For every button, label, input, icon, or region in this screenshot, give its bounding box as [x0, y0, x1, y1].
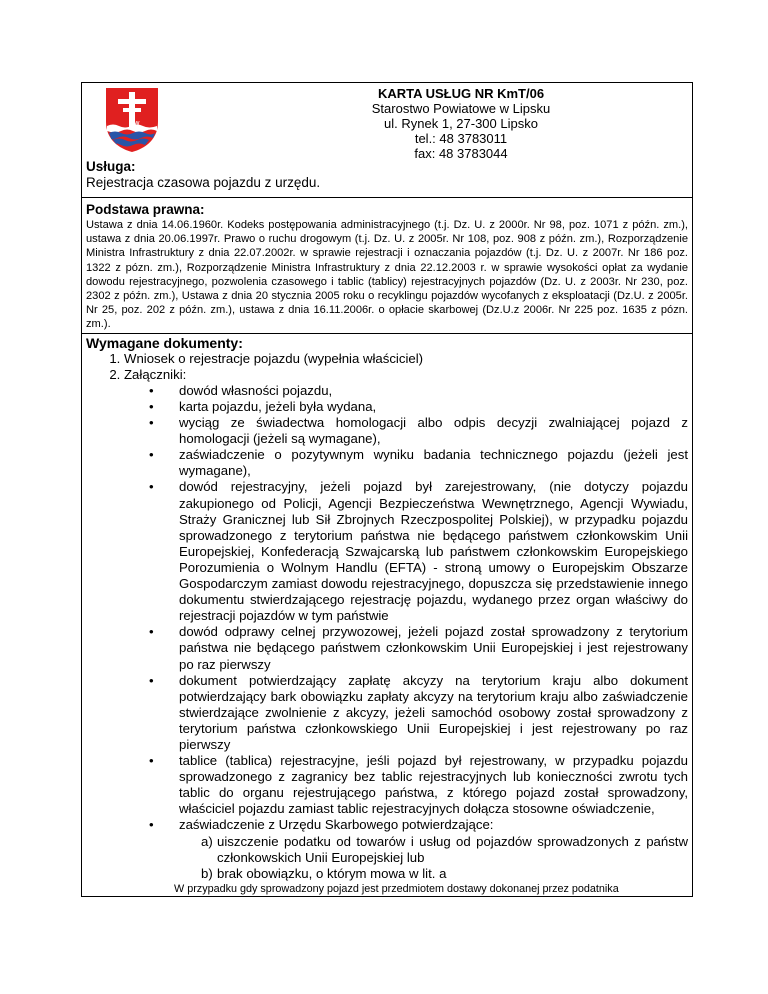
list-item: • zaświadczenie o pozytywnym wyniku badania technicznego pojazdu (jeżeli jest wymagane), — [149, 447, 688, 479]
service-section — [82, 157, 692, 198]
bullet-icon: • — [149, 479, 154, 495]
list-item: • karta pojazdu, jeżeli była wydana, — [149, 399, 377, 414]
attachments-list — [124, 383, 688, 882]
bullet-icon: • — [149, 817, 154, 833]
bullet-icon: • — [149, 753, 154, 769]
list-item: • zaświadczenie z Urzędu Skarbowego potwierdzające: a) uiszczenie podatku od towarów i usług od pojazdów sprowadzonych z państw członkowskich Unii Europejskiej lub b) brak obowiązku, o którym mowa w lit. a — [149, 817, 688, 881]
list-item: • dowód rejestracyjny, jeżeli pojazd był zarejestrowany, (nie dotyczy pojazdu zakupionego od Policji, Agencji Bezpieczeństwa Wewnętrznego, Agencji Wywiadu, Straży Granicznej lub Sił Zbrojnych Rzeczpospolitej Polskiej), w przypadku pojazdu sprowadzonego z terytorium państwa nie będącego państwem członkowskim Unii Europejskiej, Konfederacją Szwajcarską lub państwem członkowskim Europejskiego Porozumienia o Wolnym Handlu (EFTA) - stroną umowy o Europejskim Obszarze Gospodarczym zamiast dowodu rejestracyjnego, dopuszcza się przedstawienie innego dokumentu stwierdzającego rejestrację pojazdu, wydanego przez organ właściwy do rejestracji pojazdów w tym państwie — [149, 479, 688, 624]
bullet-icon: • — [149, 447, 154, 463]
list-item: • dowód odprawy celnej przywozowej, jeżeli pojazd został sprowadzony z terytorium państwa nie będącego państwem członkowskim Unii Europejskiej i jest rejestrowany po raz pierwszy — [149, 624, 688, 672]
document-item-application: 1. Wniosek o rejestracje pojazdu (wypełnia właściciel) — [124, 351, 688, 367]
service-card — [81, 82, 693, 897]
tax-certificate-sublist — [179, 834, 688, 882]
card-header — [82, 83, 692, 161]
list-item: • wyciąg ze świadectwa homologacji albo odpis decyzji zwalniającej pojazd z homologacji (jeżeli są wymagane), — [149, 415, 688, 447]
bullet-icon: • — [149, 382, 154, 398]
sub-item-a: a) uiszczenie podatku od towarów i usług od pojazdów sprowadzonych z państw członkowskich Unii Europejskiej lub — [201, 833, 688, 865]
office-phone: tel.: 48 3783011 — [414, 131, 508, 146]
office-info — [336, 86, 692, 161]
required-documents-label: Wymagane dokumenty: — [86, 334, 243, 351]
service-label: Usługa: — [86, 159, 136, 174]
sub-item-b: b) brak obowiązku, o którym mowa w lit. a — [201, 865, 447, 881]
service-text: Rejestracja czasowa pojazdu z urzędu. — [86, 175, 321, 190]
list-item: • tablice (tablica) rejestracyjne, jeśli pojazd był rejestrowany, w przypadku pojazdu sprowadzonego z zagranicy bez tablic rejestracyjnych lub konieczności zwrotu tych tablic do organu rejestrującego państwa, z którego pojazd został sprowadzony, właściciel pojazdu zamiast tablic rejestracyjnych dołącza stosowne oświadczenie, — [149, 753, 688, 817]
legal-basis-label: Podstawa prawna: — [86, 202, 205, 217]
lipsko-coat-of-arms-logo — [103, 86, 161, 154]
legal-basis-section — [82, 198, 692, 334]
document-item-attachments: 2. Załączniki: • dowód własności pojazdu, • karta pojazdu, jeżeli była wydana, • wyciąg ze świadectwa homologacji albo odpis decyzji zwalniającej pojazd z homologacji (jeżeli są wymagane), • zaświadczenie o pozytywnym wyniku badania technicznego pojazdu (jeżeli jest wymagane), • dowód rejestracyjny, jeżeli pojazd był zarejestrowany, (nie dotyczy pojazdu zakupionego od Policji, Agencji Bezpieczeństwa Wewnętrznego, Agencji Wywiadu, Straży Granicznej lub Sił Zbrojnych Rzeczpospolitej Polskiej), w przypadku pojazdu sprowadzonego z terytorium państwa nie będącego państwem członkowskim Unii Europejskiej, Konfederacją Szwajcarską lub państwem członkowskim Europejskiego Porozumienia o Wolnym Handlu (EFTA) - stroną umowy o Europejskim Obszarze Gospodarczym zamiast dowodu rejestracyjnego, dopuszcza się przedstawienie innego dokumentu stwierdzającego rejestrację pojazdu, wydanego przez organ właściwy do rejestracji pojazdów w tym państwie • dowód odprawy celnej przywozowej, jeżeli pojazd został sprowadzony z terytorium państwa nie będącego państwem członkowskim Unii Europejskiej i jest rejestrowany po raz pierwszy • dokument potwierdzający zapłatę akcyzy na terytorium kraju albo dokument potwierdzający bark obowiązku zapłaty akcyzy na terytorium kraju albo zaświadczenie stwierdzające zwolnienie z akcyzy, jeżeli samochód osobowy został sprowadzony z terytorium państwa członkowskiego Unii Europejskiej i jest rejestrowany po raz pierwszy • tablice (tablica) rejestracyjne, jeśli pojazd był rejestrowany, w przypadku pojazdu sprowadzonego z zagranicy bez tablic rejestracyjnych lub konieczności zwrotu tych tablic do organu rejestrującego państwa, z którego pojazd został sprowadzony, właściciel pojazdu zamiast tablic rejestracyjnych dołącza stosowne oświadczenie, • zaświadczenie z Urzędu Skarbowego potwierdzające: a) uiszczenie podatku od towarów i usług od pojazdów sprowadzonych z państw członkowskich Unii Europejskiej lub b) brak obowiązku, o którym mowa w lit. a — [124, 367, 688, 882]
required-documents-section — [82, 334, 692, 896]
list-item: • dokument potwierdzający zapłatę akcyzy na terytorium kraju albo dokument potwierdzający bark obowiązku zapłaty akcyzy na terytorium kraju albo zaświadczenie stwierdzające zwolnienie z akcyzy, jeżeli samochód osobowy został sprowadzony z terytorium państwa członkowskiego Unii Europejskiej i jest rejestrowany po raz pierwszy — [149, 672, 688, 752]
bullet-icon: • — [149, 399, 154, 414]
svg-text:w: w — [134, 119, 140, 127]
office-name: Starostwo Powiatowe w Lipsku — [371, 101, 551, 116]
office-fax: fax: 48 3783044 — [414, 146, 508, 161]
office-address: ul. Rynek 1, 27-300 Lipsko — [384, 116, 538, 131]
bullet-icon: • — [149, 624, 154, 640]
documents-list — [86, 351, 688, 882]
legal-basis-text: Ustawa z dnia 14.06.1960r. Kodeks postępowania administracyjnego (t.j. Dz. U. z 2000r. Nr 98, poz. 1071 z późn. zm.), ustawa z dnia 20.06.1997r. Prawo o ruchu drogowym (t.j. Dz. U. z 2005r. Nr 108, poz. 908 z późn. zm.), Rozporządzenie Ministra Infrastruktury z dnia 22.07.2002r. w sprawie rejestracji i oznaczania pojazdów (t.j. Dz. U. z 2007r. Nr 186 poz. 1322 z pózn. zm.), Rozporządzenie Ministra Infrastruktury z dnia 22.12.2003 r. w sprawie wysokości opłat za wydanie dowodu rejestracyjnego, pozwolenia czasowego i tablic (tablicy) rejestracyjnych pojazdów (Dz. U. z 2003r. Nr 230, poz. 2302 z późn. zm.), Ustawa z dnia 20 stycznia 2005 roku o recyklingu pojazdów wycofanych z eksploatacji (Dz.U. z 2005r. Nr 25, poz. 202 z późn. zm.), ustawa z dnia 16.11.2006r. o opłacie skarbowej (Dz.U.z 2006r. Nr 225 poz. 1635 z pózn. zm.). — [86, 219, 688, 331]
bullet-icon: • — [149, 672, 154, 688]
list-item: • dowód własności pojazdu, — [149, 382, 333, 398]
card-title: KARTA USŁUG NR KmT/06 — [377, 86, 545, 101]
footnote-text: W przypadku gdy sprowadzony pojazd jest przedmiotem dostawy dokonanej przez podatnika — [174, 882, 619, 895]
bullet-icon: • — [149, 415, 154, 431]
